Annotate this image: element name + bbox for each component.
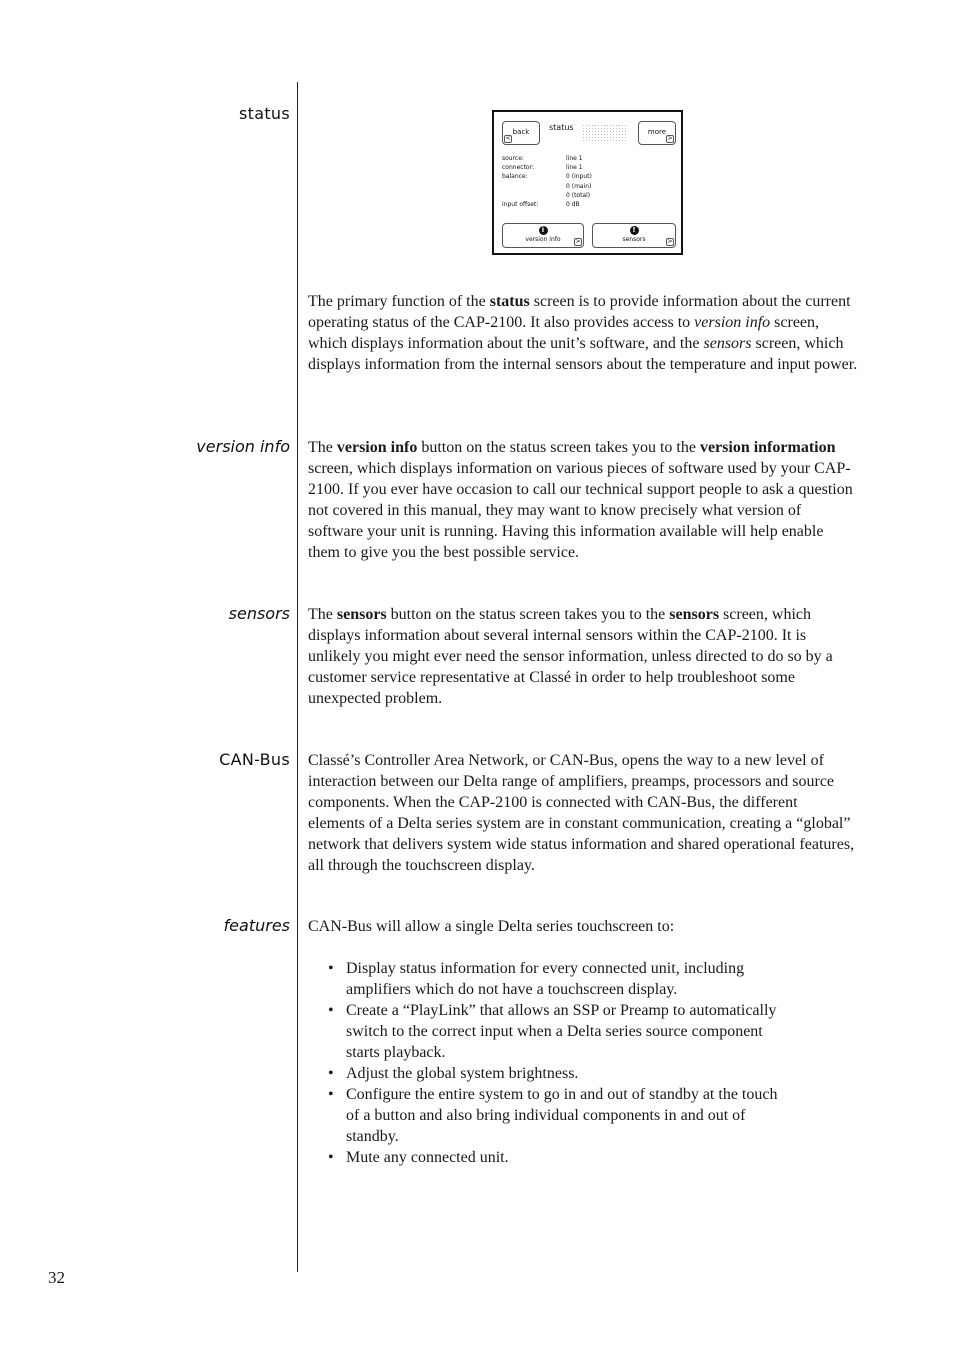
features-intro: CAN-Bus will allow a single Delta series touchscreen to: [308, 918, 675, 935]
device-back-label: back [512, 128, 530, 136]
device-title: status [549, 123, 574, 132]
list-item: • Configure the entire system to go in and out of standby at the touch of a button and also bring individual components in and out of standby. [308, 1084, 778, 1147]
back-chevron-icon: < [505, 135, 511, 142]
heading-status: status [239, 104, 290, 123]
heading-sensors: sensors [228, 604, 290, 623]
sensor-alert-icon: ! [630, 226, 639, 235]
device-dot-grid [582, 124, 628, 142]
device-back-button [502, 121, 540, 145]
device-row: balance: 0 (input) [502, 173, 592, 181]
heading-features: features [223, 916, 290, 935]
can-bus-paragraph: Classé’s Controller Area Network, or CAN-Bus, opens the way to a new level of interaction between our Delta range of amplifiers, preamps, processors and source components. When the CAP-2100 is connected with CAN-Bus, the different elements of a Delta series system are in constant communication, creating a “global” network that delivers system wide status information and shared operational features, all through the touchscreen display. [308, 752, 855, 874]
device-sensors-label: sensors [622, 236, 646, 243]
device-row: 0 (main) [566, 182, 592, 190]
device-more-label: more [647, 128, 667, 136]
features-list [308, 958, 778, 1168]
list-item: • Create a “PlayLink” that allows an SSP or Preamp to automatically switch to the correct input when a Delta series source component starts playback. [308, 1000, 778, 1063]
version-chevron-icon: > [575, 238, 581, 245]
device-version-info-label: version info [525, 236, 561, 243]
page-number: 32 [48, 1268, 65, 1287]
heading-version-info: version info [196, 437, 290, 456]
more-chevron-icon: > [667, 135, 673, 142]
list-item: • Mute any connected unit. [308, 1147, 778, 1168]
device-row: 0 (total) [566, 191, 591, 199]
sensors-chevron-icon: > [667, 238, 673, 245]
sensors-paragraph: The sensors button on the status screen takes you to the sensors screen, which displays information about several internal sensors within the CAP-2100. It is unlikely you might ever need the sensor information, unless directed to do so by a customer service representative at Classé in order to help troubleshoot some unexpected problem. [308, 606, 833, 707]
device-row: connector: line 1 [502, 164, 583, 172]
status-paragraph: The primary function of the status screen is to provide information about the current operating status of the CAP-2100. It also provides access to version info screen, which displays information about the unit’s software, and the sensors screen, which displays information from the internal sensors about the temperature and input power. [308, 293, 858, 373]
margin-rule [297, 82, 298, 1272]
features-list-wrap [308, 958, 778, 1168]
heading-can-bus: CAN-Bus [219, 750, 290, 769]
status-screen-illustration [492, 110, 683, 255]
list-item: • Adjust the global system brightness. [308, 1063, 778, 1084]
device-version-info-button [502, 223, 584, 248]
version-info-paragraph: The version info button on the status screen takes you to the version information screen, which displays information on various pieces of software used by your CAP-2100. If you ever have occasion to call our technical support people to ask a question not covered in this manual, they may want to know precisely what version of software your unit is running. Having this information available will help enable them to give you the best possible service. [308, 439, 853, 561]
device-sensors-button [592, 223, 676, 248]
device-more-button [638, 121, 676, 145]
device-row: input offset: 0 dB [502, 201, 580, 209]
info-icon: i [539, 226, 548, 235]
list-item: • Display status information for every connected unit, including amplifiers which do not have a touchscreen display. [308, 958, 778, 1000]
device-row: source: line 1 [502, 155, 583, 162]
device-status-list [502, 154, 592, 209]
